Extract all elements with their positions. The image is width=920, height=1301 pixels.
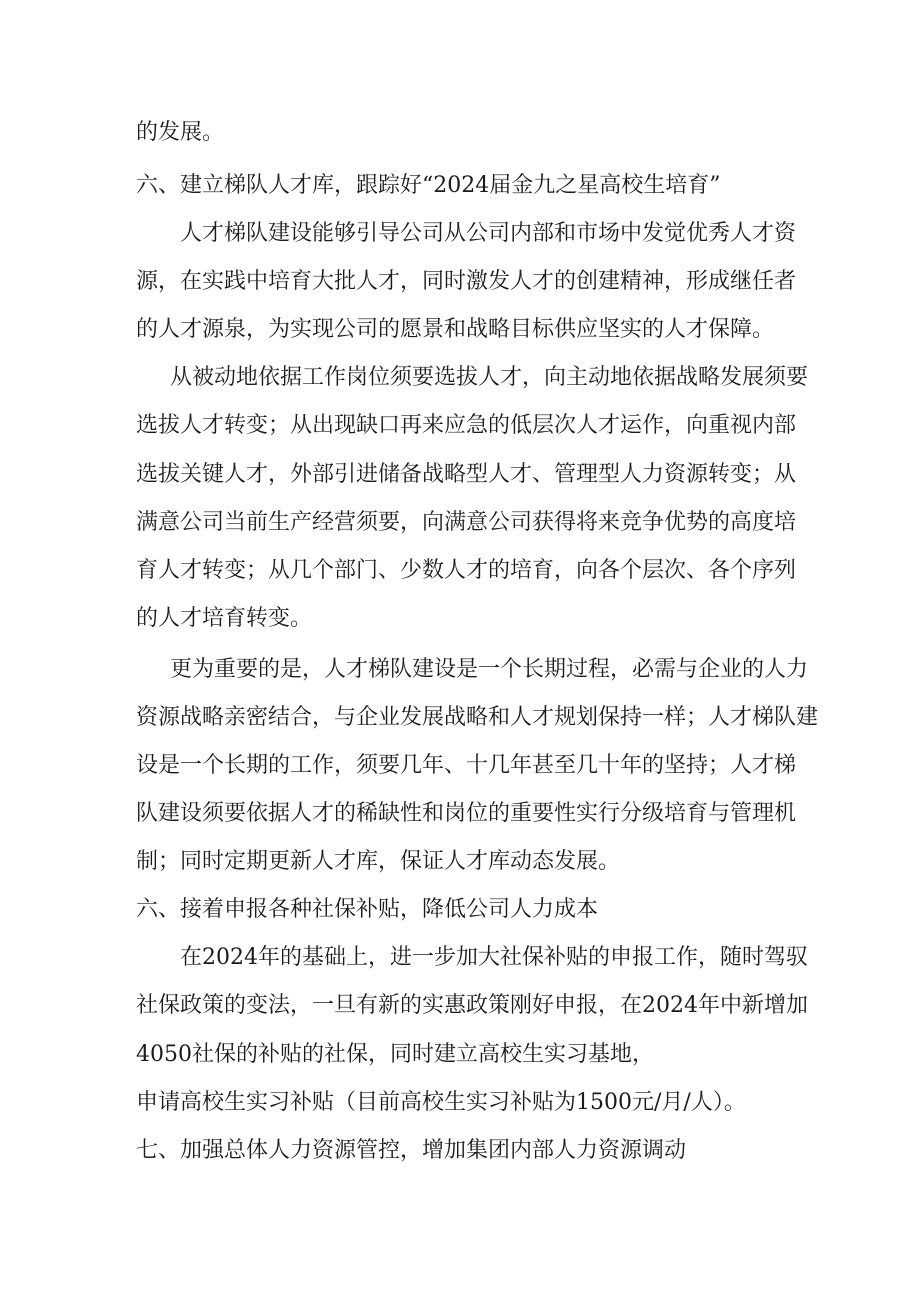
paragraph-line: 队建设须要依据人才的稀缺性和岗位的重要性实行分级培育与管理机	[136, 801, 797, 826]
paragraph-line: 4050社保的补贴的社保，同时建立高校生实习基地，	[136, 1042, 654, 1067]
paragraph-line: 设是一个长期的工作，须要几年、十几年甚至几十年的坚持；人才梯	[136, 753, 797, 778]
paragraph-line: 育人才转变；从几个部门、少数人才的培育，向各个层次、各个序列	[136, 558, 797, 583]
paragraph-line: 的人才培育转变。	[136, 606, 313, 631]
paragraph-line: 人才梯队建设能够引导公司从公司内部和市场中发觉优秀人才资	[180, 221, 797, 246]
paragraph-line: 选拔人才转变；从出现缺口再来应急的低层次人才运作，向重视内部	[136, 413, 797, 438]
paragraph-line: 满意公司当前生产经营须要，向满意公司获得将来竞争优势的高度培	[136, 510, 797, 535]
paragraph-line: 从被动地依据工作岗位须要选拔人才，向主动地依据战略发展须要	[170, 365, 809, 390]
section-heading-talent-pool: 六、建立梯队人才库，跟踪好“2024届金九之星高校生培育”	[136, 173, 721, 198]
paragraph-line: 的人才源泉，为实现公司的愿景和战略目标供应坚实的人才保障。	[136, 317, 775, 342]
section-heading-hr-control: 七、加强总体人力资源管控，增加集团内部人力资源调动	[136, 1138, 687, 1163]
section-heading-social-insurance: 六、接着申报各种社保补贴，降低公司人力成本	[136, 897, 599, 922]
paragraph-line: 申请高校生实习补贴（目前高校生实习补贴为1500元/月/人）。	[136, 1090, 746, 1115]
paragraph-line: 选拔关键人才，外部引进储备战略型人才、管理型人力资源转变；从	[136, 462, 797, 487]
text-line-continuation: 的发展。	[136, 120, 225, 145]
paragraph-line: 资源战略亲密结合，与企业发展战略和人才规划保持一样；人才梯队建	[136, 705, 819, 730]
paragraph-line: 制；同时定期更新人才库，保证人才库动态发展。	[136, 849, 621, 874]
paragraph-line: 在2024年的基础上，进一步加大社保补贴的申报工作，随时驾驭	[180, 945, 808, 970]
paragraph-line: 社保政策的变法，一旦有新的实惠政策刚好申报，在2024年中新增加	[136, 993, 808, 1018]
paragraph-line: 源，在实践中培育大批人才，同时激发人才的创建精神，形成继任者	[136, 269, 797, 294]
paragraph-line: 更为重要的是，人才梯队建设是一个长期过程，必需与企业的人力	[170, 657, 809, 682]
